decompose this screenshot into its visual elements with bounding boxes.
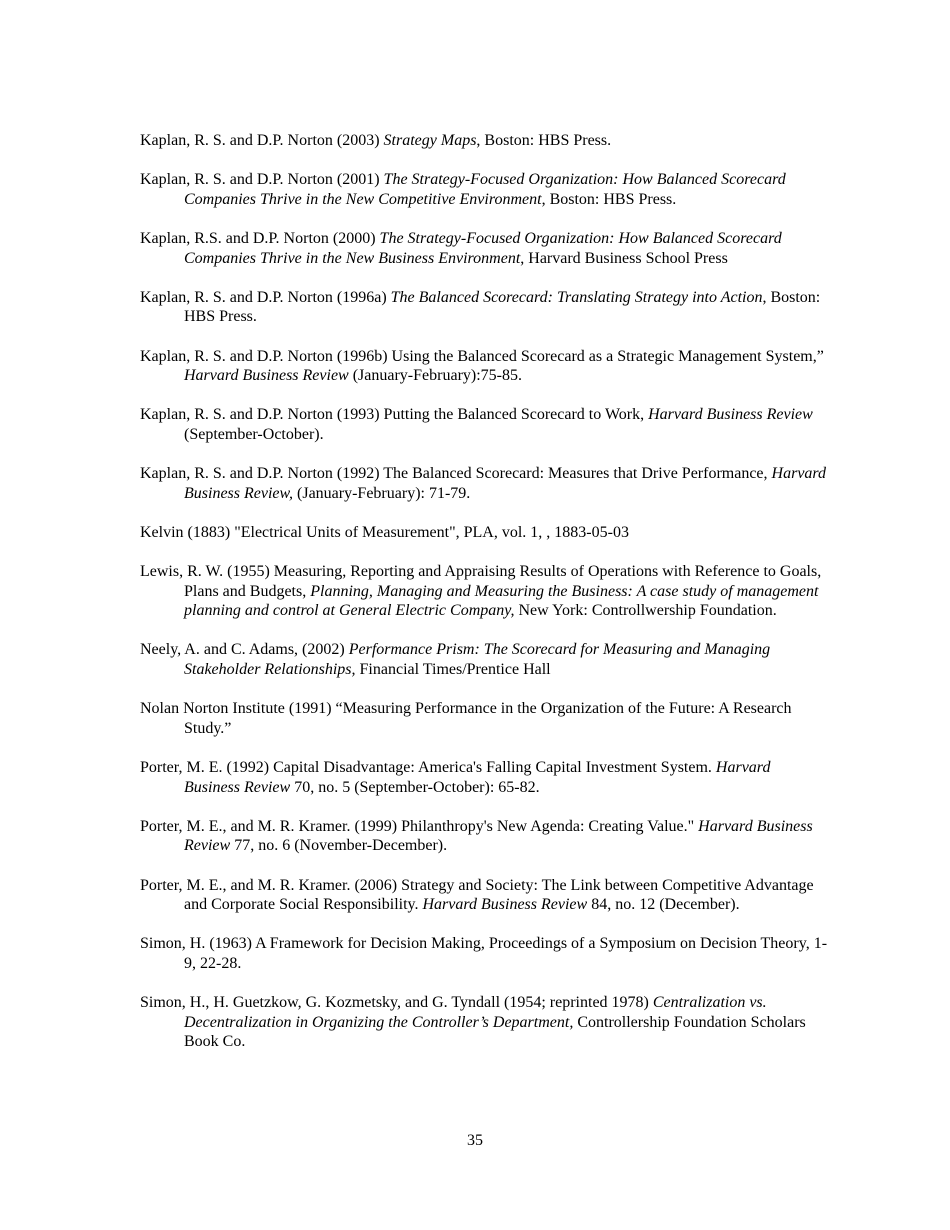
reference-italic-title: Centralization vs. Decentralization in Organizing the Controller’s Department, xyxy=(184,994,767,1031)
reference-entry xyxy=(140,170,830,209)
reference-text: Kaplan, R. S. and D.P. Norton (1992) The Balanced Scorecard: Measures that Drive Performance, xyxy=(140,465,772,483)
reference-text: Kaplan, R. S. and D.P. Norton (2003) xyxy=(140,132,384,149)
reference-italic-title: The Strategy-Focused Organization: How Balanced Scorecard Companies Thrive in the New Competitive Environment xyxy=(184,171,786,208)
reference-text: , Boston: HBS Press. xyxy=(476,132,612,149)
reference-text: 70, no. 5 (September-October): 65-82. xyxy=(290,778,540,796)
reference-text: Lewis, R. W. (1955) Measuring, Reporting and Appraising Results of Operations with Reference to Goals, Plans and Budgets, xyxy=(140,563,822,600)
reference-text: Kaplan, R. S. and D.P. Norton (1996a) xyxy=(140,288,391,306)
reference-text: Kelvin (1883) "Electrical Units of Measurement", PLA, vol. 1, , 1883-05-03 xyxy=(140,523,629,541)
reference-entry xyxy=(140,758,830,797)
reference-italic-title: Harvard Business Review xyxy=(422,896,588,914)
reference-text: 84, no. 12 (December). xyxy=(587,896,740,914)
reference-text: , Boston: HBS Press. xyxy=(184,288,821,326)
reference-list xyxy=(140,131,830,1072)
reference-text: Kaplan, R.S. and D.P. Norton (2000) xyxy=(140,229,380,247)
reference-entry xyxy=(140,993,830,1052)
reference-entry xyxy=(140,347,830,386)
reference-text: Neely, A. and C. Adams, (2002) xyxy=(140,641,349,659)
reference-italic-title: The Balanced Scorecard: Translating Strategy into Action xyxy=(390,288,763,306)
reference-entry xyxy=(140,817,830,856)
reference-italic-title: The Strategy-Focused Organization: How Balanced Scorecard Companies Thrive in the New Business Environment xyxy=(184,229,782,267)
reference-text: Financial Times/Prentice Hall xyxy=(355,661,551,679)
reference-text: Porter, M. E. (1992) Capital Disadvantage: America's Falling Capital Investment System. xyxy=(140,759,716,776)
reference-text: Simon, H. (1963) A Framework for Decision Making, Proceedings of a Symposium on Decision Theory, 1-9, 22-28. xyxy=(140,935,828,972)
reference-entry xyxy=(140,131,830,151)
reference-entry xyxy=(140,229,830,268)
page-number: 35 xyxy=(467,1132,483,1149)
reference-entry xyxy=(140,876,830,915)
reference-text: Nolan Norton Institute (1991) “Measuring Performance in the Organization of the Future: A Research Study.” xyxy=(140,700,792,737)
reference-entry xyxy=(140,699,830,738)
reference-italic-title: Strategy Maps xyxy=(383,132,477,149)
reference-entry xyxy=(140,934,830,973)
reference-entry xyxy=(140,640,830,679)
reference-text: (January-February):75-85. xyxy=(348,367,522,385)
reference-entry xyxy=(140,464,830,503)
reference-text: Porter, M. E., and M. R. Kramer. (2006) Strategy and Society: The Link between Competitive Advantage and Corporate Social Responsibility. xyxy=(140,876,814,914)
reference-entry xyxy=(140,288,830,327)
reference-entry xyxy=(140,405,830,444)
reference-italic-title: Harvard Business Review xyxy=(184,817,813,855)
reference-text: , Boston: HBS Press. xyxy=(541,190,677,208)
reference-text: Porter, M. E., and M. R. Kramer. (1999) Philanthropy's New Agenda: Creating Value." xyxy=(140,817,699,835)
reference-text: , Harvard Business School Press xyxy=(520,249,728,267)
reference-text: New York: Controllwership Foundation. xyxy=(514,602,777,620)
reference-italic-title: Harvard Business Review xyxy=(184,367,349,385)
reference-entry xyxy=(140,562,830,621)
reference-text: Kaplan, R. S. and D.P. Norton (2001) xyxy=(140,171,384,189)
reference-text: (January-February): 71-79. xyxy=(293,484,471,502)
reference-text: (September-October). xyxy=(184,425,324,443)
reference-text: Kaplan, R. S. and D.P. Norton (1996b) Using the Balanced Scorecard as a Strategic Management System,” xyxy=(140,347,824,365)
reference-text: Simon, H., H. Guetzkow, G. Kozmetsky, and G. Tyndall (1954; reprinted 1978) xyxy=(140,994,653,1012)
reference-text: 77, no. 6 (November-December). xyxy=(230,837,448,855)
reference-italic-title: Harvard Business Review, xyxy=(184,465,827,502)
reference-italic-title: Harvard Business Review xyxy=(184,759,771,796)
reference-italic-title: Planning, Managing and Measuring the Business: A case study of management planning and control at General Electric Company, xyxy=(184,582,819,620)
reference-italic-title: Harvard Business Review xyxy=(648,406,813,424)
reference-entry xyxy=(140,523,830,543)
reference-text: Controllership Foundation Scholars Book Co. xyxy=(184,1013,806,1051)
reference-text: Kaplan, R. S. and D.P. Norton (1993) Putting the Balanced Scorecard to Work, xyxy=(140,406,649,424)
reference-italic-title: Performance Prism: The Scorecard for Measuring and Managing Stakeholder Relationships, xyxy=(184,641,771,679)
